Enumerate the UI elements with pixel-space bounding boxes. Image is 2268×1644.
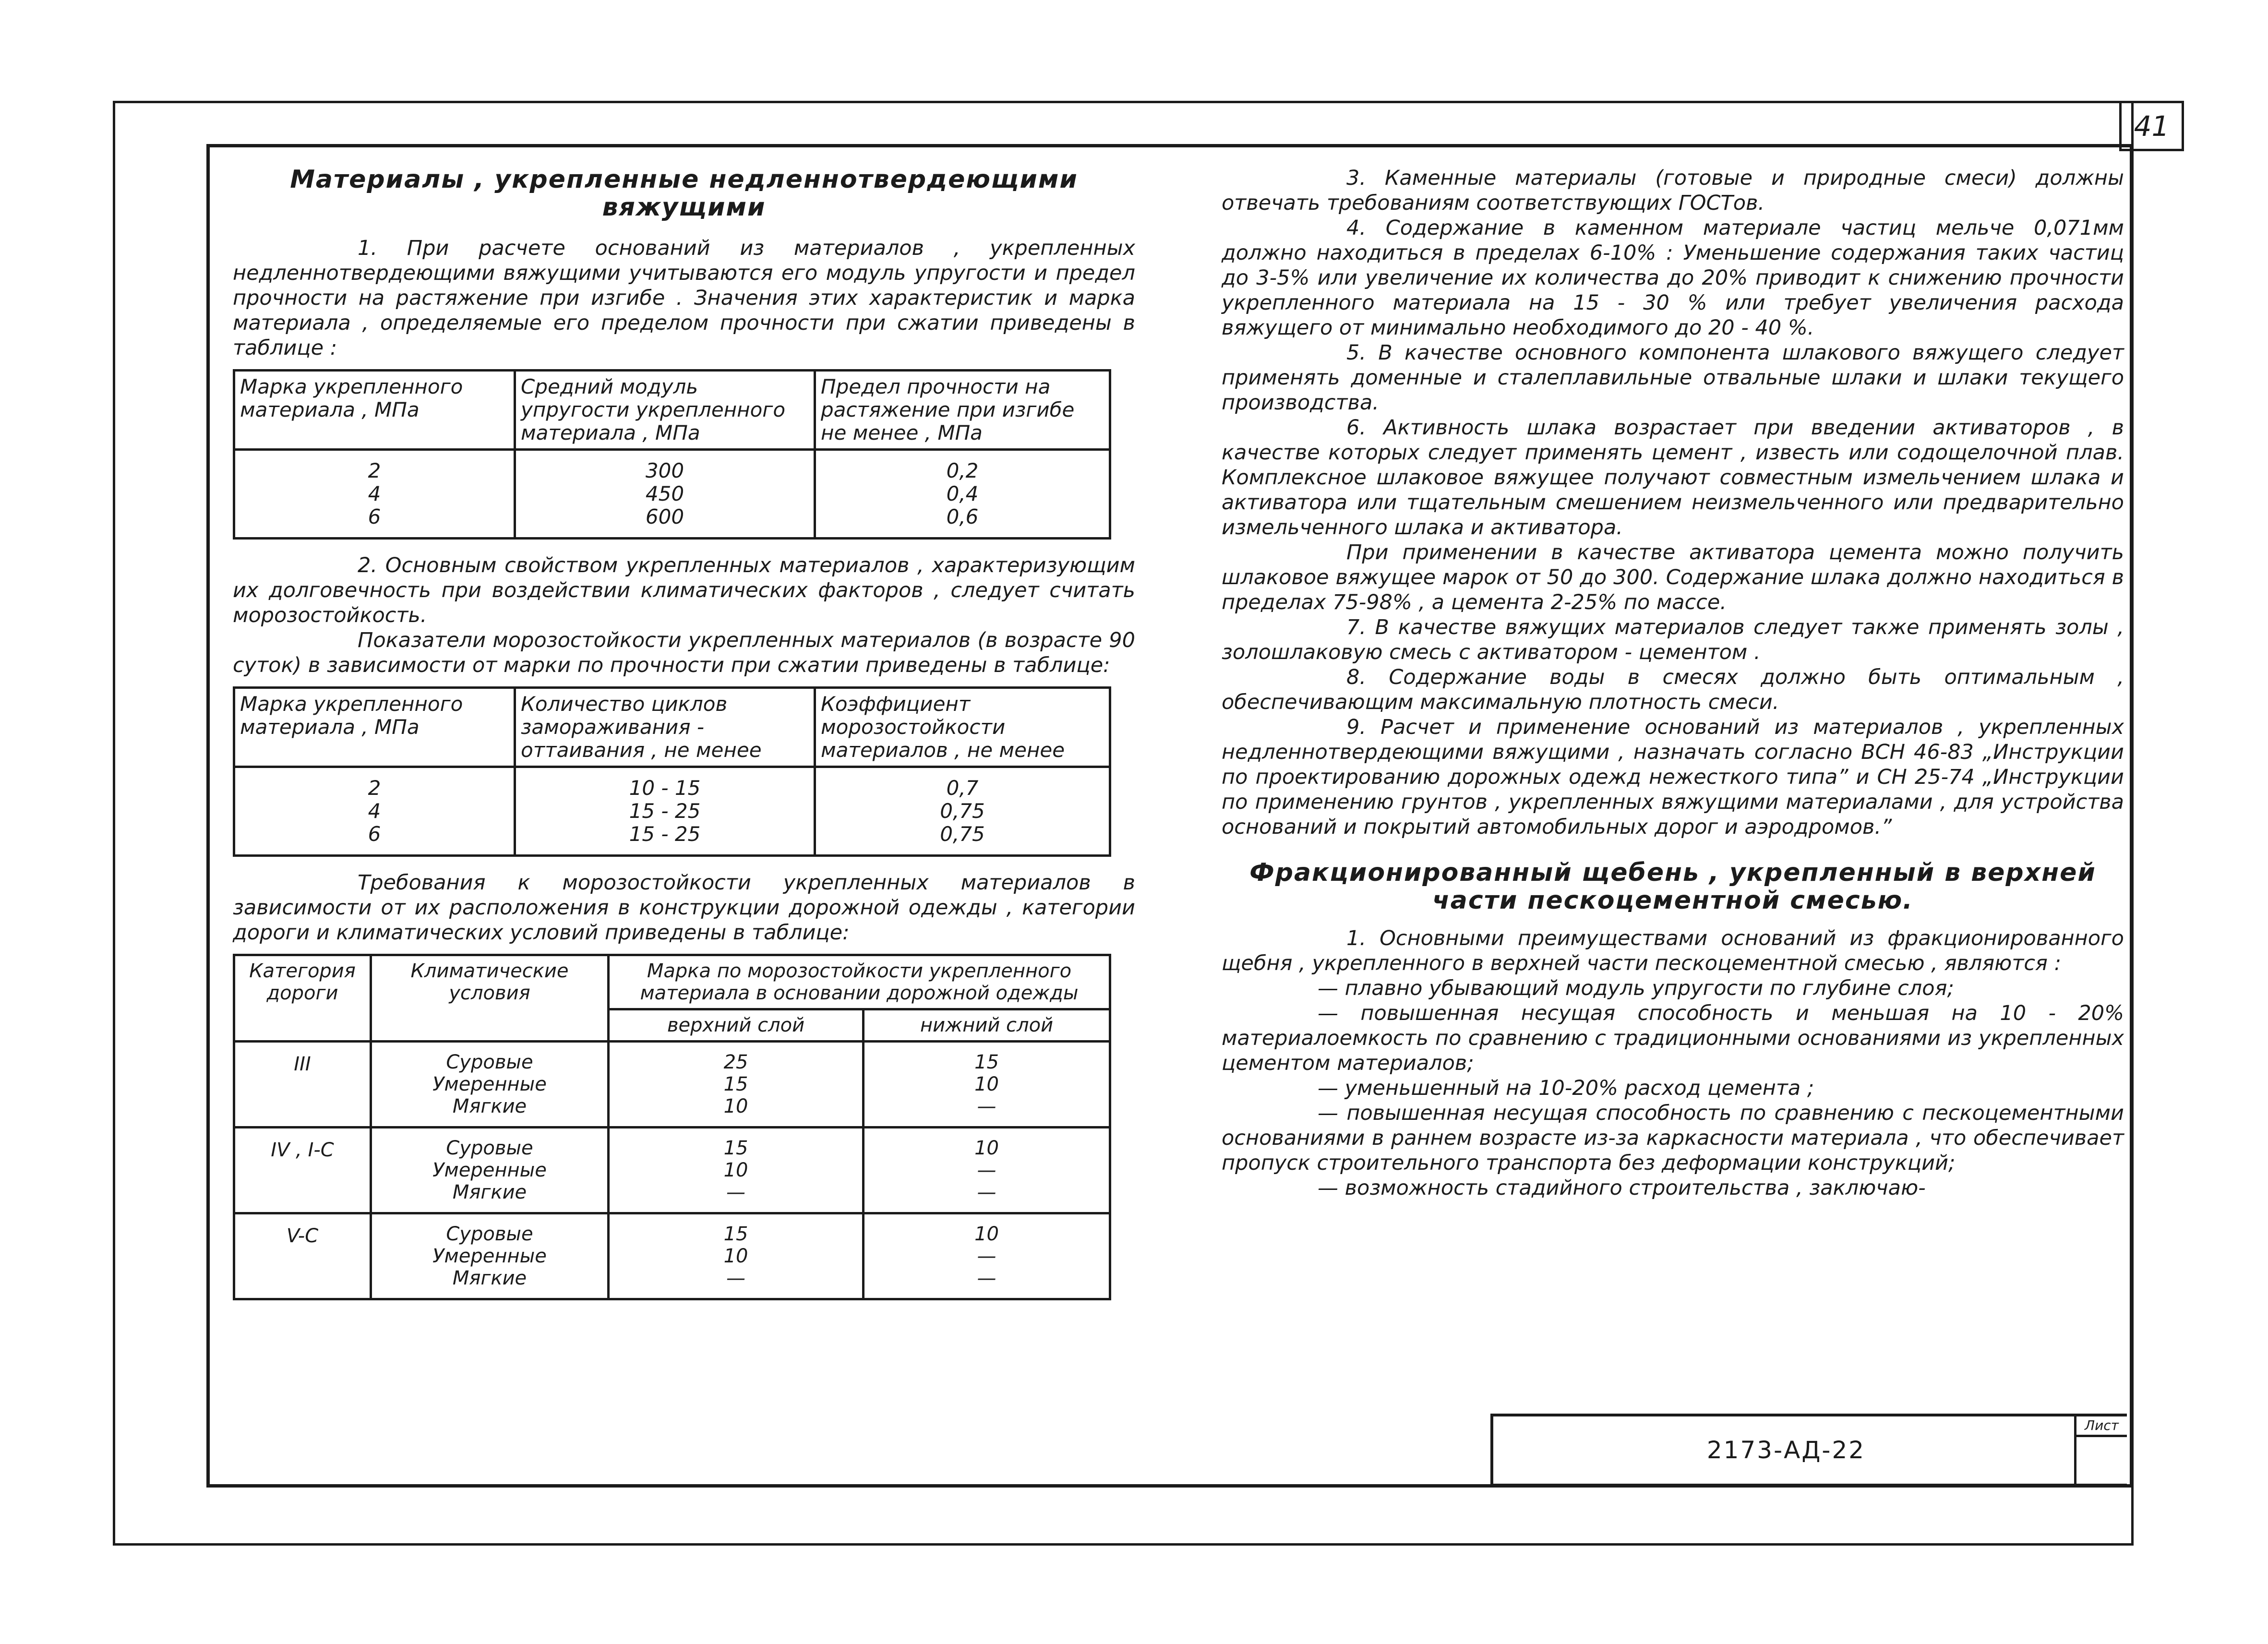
table-header-cell: Климатические условия	[371, 955, 609, 1042]
table-header-cell: верхний слой	[609, 1009, 864, 1042]
paragraph-r6b: При применении в качестве активатора цемента можно получить шлаковое вяжущее марок от 50 до 300. Содержание шлака должно находиться в пределах 75-98% , а цемента 2-25% по массе.	[1222, 540, 2124, 614]
left-column	[233, 166, 1135, 1314]
table-cell: 0,2 0,4 0,6	[815, 450, 1110, 539]
table-cell: 15 10 —	[609, 1213, 864, 1299]
paragraph-r4: 4. Содержание в каменном материале частиц мельче 0,071мм должно находиться в пределах 6-10% : Уменьшение содержания таких частиц до 3-5% или увеличение их количества до 20% приводит к снижению прочности укрепленного материала на 15 - 30 % или требует увеличения расхода вяжущего от минимально необходимого до 20 - 40 %.	[1222, 216, 2124, 340]
list-item: — повышенная несущая способность и меньшая на 10 - 20% материалоемкость по сравнению с традиционными основаниями из укрепленных цементом материалов;	[1222, 1001, 2124, 1075]
advantages-list	[1222, 976, 2124, 1200]
table-header-cell: Марка укрепленного материала , МПа	[234, 371, 515, 450]
table-header-cell: нижний слой	[864, 1009, 1110, 1042]
table-cell: 10 — —	[864, 1128, 1110, 1213]
table-header-cell: Марка по морозостойкости укрепленного материала в основании дорожной одежды	[609, 955, 1110, 1009]
table-header-row	[234, 955, 1110, 1009]
section-title-crushed-stone: Фракционированный щебень , укрепленный в верхней части пескоцементной смесью.	[1249, 858, 2096, 915]
table-header-cell: Предел прочности на растяжение при изгибе не менее , МПа	[815, 371, 1110, 450]
table-header-row	[234, 371, 1110, 450]
table-row	[234, 1042, 1110, 1128]
paragraph-1: 1. При расчете оснований из материалов , укрепленных недленнотвердеющими вяжущими учитываются его модуль упругости и предел прочности на растяжение при изгибе . Значения этих характеристик и марка материала , определяемые его пределом прочности при сжатии приведены в таблице :	[233, 236, 1135, 360]
table-row	[234, 450, 1110, 539]
paragraph-3: Показатели морозостойкости укрепленных материалов (в возрасте 90 суток) в зависимости от марки по прочности при сжатии приведены в таблице:	[233, 628, 1135, 677]
sheet-number: 41	[2119, 101, 2184, 151]
table-header-cell: Количество циклов замораживания - оттаивания , не менее	[515, 688, 815, 767]
table-cell: 10 — —	[864, 1213, 1110, 1299]
right-column	[1222, 166, 2124, 1200]
paragraph-r6: 6. Активность шлака возрастает при введении активаторов , в качестве которых следует применять цемент , известь или содощелочной плав. Комплексное шлаковое вяжущее получают совместным измельчением шлака и активатора или тщательным смешением неизмельченного или предварительно измельченного шлака и активатора.	[1222, 416, 2124, 540]
title-block-stamp	[1490, 1414, 2127, 1487]
table-row	[234, 767, 1110, 856]
stamp-sheet-box	[2074, 1416, 2127, 1484]
table-frost-cycles	[233, 686, 1111, 857]
table-cell: 2 4 6	[234, 767, 515, 856]
paragraph-q1: 1. Основными преимуществами оснований из фракционированного щебня , укрепленного в верхней части пескоцементной смесью , являются :	[1222, 926, 2124, 975]
paragraph-r5: 5. В качестве основного компонента шлакового вяжущего следует применять доменные и сталеплавильные отвальные шлаки и шлаки текущего производства.	[1222, 341, 2124, 415]
table-modulus	[233, 369, 1111, 540]
paragraph-r7: 7. В качестве вяжущих материалов следует также применять золы , золошлаковую смесь с активатором - цементом .	[1222, 615, 2124, 664]
table-header-cell: Коэффициент морозостойкости материалов , не менее	[815, 688, 1110, 767]
table-cell: 300 450 600	[515, 450, 815, 539]
stamp-sheet-label: Лист	[2076, 1416, 2127, 1437]
list-item: — уменьшенный на 10-20% расход цемента ;	[1318, 1076, 1814, 1100]
table-cell: Суровые Умеренные Мягкие	[371, 1042, 609, 1128]
list-item: — повышенная несущая способность по сравнению с пескоцементными основаниями в раннем возрасте из-за каркасности материала , что обеспечивает пропуск строительного транспорта без деформации конструкций;	[1222, 1101, 2124, 1175]
paragraph-2: 2. Основным свойством укрепленных материалов , характеризующим их долговечность при воздействии климатических факторов , следует считать морозостойкость.	[233, 553, 1135, 627]
section-title-materials: Материалы , укрепленные недленнотвердеющими вяжущими	[290, 165, 1078, 222]
table-cell: V-С	[234, 1213, 371, 1299]
table-cell: IV , I-С	[234, 1128, 371, 1213]
table-cell: 15 10 —	[864, 1042, 1110, 1128]
list-item: — возможность стадийного строительства , заключаю-	[1318, 1176, 1926, 1200]
table-cell: III	[234, 1042, 371, 1128]
table-header-cell: Средний модуль упругости укрепленного материала , МПа	[515, 371, 815, 450]
table-cell: 15 10 —	[609, 1128, 864, 1213]
paragraph-r8: 8. Содержание воды в смесях должно быть оптимальным , обеспечивающим максимальную плотность смеси.	[1222, 665, 2124, 714]
table-cell: 0,7 0,75 0,75	[815, 767, 1110, 856]
table-header-cell: Категория дороги	[234, 955, 371, 1042]
table-frost-requirements	[233, 954, 1111, 1300]
table-cell: 2 4 6	[234, 450, 515, 539]
paragraph-4: Требования к морозостойкости укрепленных материалов в зависимости от их расположения в конструкции дорожной одежды , категории дороги и климатических условий приведены в таблице:	[233, 871, 1135, 945]
table-cell: Суровые Умеренные Мягкие	[371, 1213, 609, 1299]
table-cell: 25 15 10	[609, 1042, 864, 1128]
table-header-row	[234, 688, 1110, 767]
table-cell: Суровые Умеренные Мягкие	[371, 1128, 609, 1213]
document-code: 2173-АД-22	[1706, 1436, 1866, 1464]
paragraph-r3: 3. Каменные материалы (готовые и природные смеси) должны отвечать требованиям соответствующих ГОСТов.	[1222, 166, 2124, 215]
list-item: — плавно убывающий модуль упругости по глубине слоя;	[1318, 976, 1954, 1000]
table-cell: 10 - 15 15 - 25 15 - 25	[515, 767, 815, 856]
table-row	[234, 1128, 1110, 1213]
table-header-cell: Марка укрепленного материала , МПа	[234, 688, 515, 767]
paragraph-r9: 9. Расчет и применение оснований из материалов , укрепленных недленнотвердеющими вяжущими , назначать согласно ВСН 46-83 „Инструкции по проектированию дорожных одежд нежесткого типа” и СН 25-74 „Инструкции по применению грунтов , укрепленных вяжущими материалами , для устройства оснований и покрытий автомобильных дорог и аэродромов.”	[1222, 715, 2124, 839]
table-row	[234, 1213, 1110, 1299]
